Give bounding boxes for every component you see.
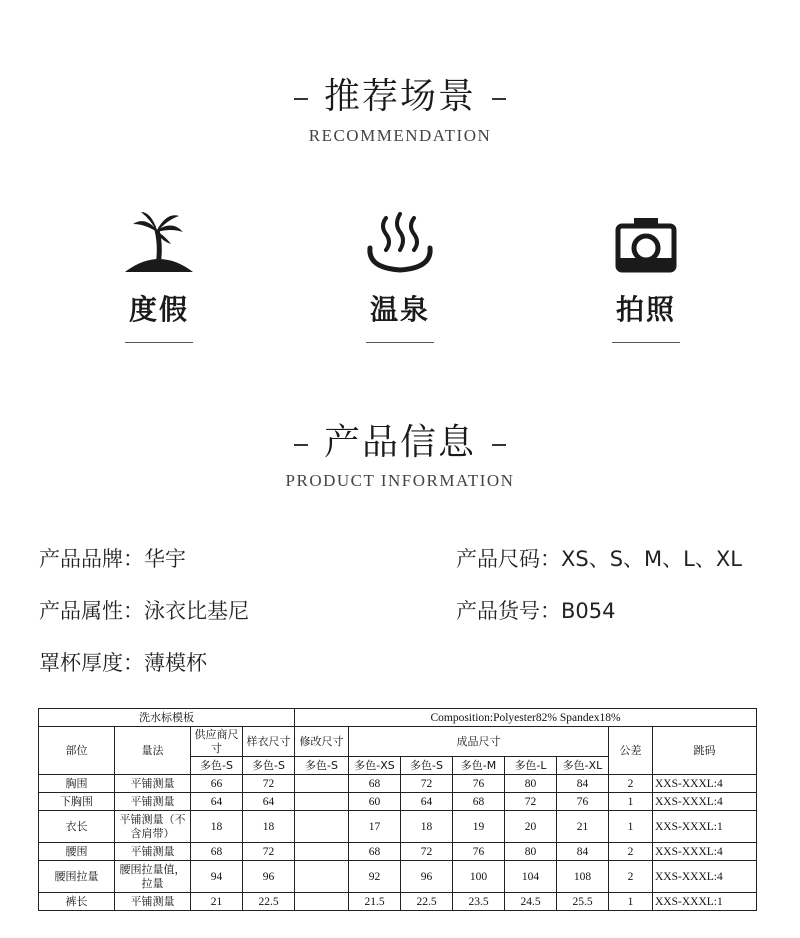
- composition-cell: Composition:Polyester82% Spandex18%: [295, 709, 757, 727]
- row-tolerance: 1: [609, 811, 653, 843]
- row-size: 92: [349, 861, 401, 893]
- row-size: 100: [453, 861, 505, 893]
- row-modified: [295, 861, 349, 893]
- table-row: [39, 893, 757, 911]
- row-size: 104: [505, 861, 557, 893]
- row-supplier: 64: [191, 793, 243, 811]
- row-tolerance: 1: [609, 793, 653, 811]
- camera-icon: [608, 210, 684, 276]
- subheader-size: 多色-S: [401, 757, 453, 775]
- row-size: 20: [505, 811, 557, 843]
- row-size: 80: [505, 843, 557, 861]
- row-method: 平铺测量（不含肩带）: [115, 811, 191, 843]
- row-modified: [295, 811, 349, 843]
- row-size: 21.5: [349, 893, 401, 911]
- table-row: [39, 793, 757, 811]
- row-grading: XXS-XXXL:1: [653, 811, 757, 843]
- row-size: 22.5: [401, 893, 453, 911]
- title-dash-right: [492, 444, 506, 446]
- row-size: 19: [453, 811, 505, 843]
- header-supplier: 供应商尺寸: [191, 727, 243, 757]
- row-method: 腰围拉量值，拉量: [115, 861, 191, 893]
- row-grading: XXS-XXXL:4: [653, 843, 757, 861]
- product-title-text: 产品信息: [323, 422, 476, 463]
- row-supplier: 66: [191, 775, 243, 793]
- row-part: 下胸围: [39, 793, 115, 811]
- scene-underline: [125, 342, 193, 343]
- row-sample: 64: [243, 793, 295, 811]
- row-grading: XXS-XXXL:1: [653, 893, 757, 911]
- row-size: 64: [401, 793, 453, 811]
- scene-hot-spring: [340, 210, 460, 343]
- row-supplier: 68: [191, 843, 243, 861]
- row-method: 平铺测量: [115, 843, 191, 861]
- row-method: 平铺测量: [115, 775, 191, 793]
- row-size: 108: [557, 861, 609, 893]
- row-size: 76: [453, 775, 505, 793]
- row-part: 腰围: [39, 843, 115, 861]
- subheader-size: 多色-XS: [349, 757, 401, 775]
- row-size: 76: [557, 793, 609, 811]
- subheader-supplier: 多色-S: [191, 757, 243, 775]
- scene-label-photo: 拍照: [615, 293, 676, 326]
- product-item-no: 产品货号：B054: [456, 599, 616, 623]
- row-supplier: 94: [191, 861, 243, 893]
- row-size: 76: [453, 843, 505, 861]
- row-tolerance: 2: [609, 843, 653, 861]
- row-size: 68: [349, 843, 401, 861]
- recommendation-title-text: 推荐场景: [323, 76, 476, 117]
- row-grading: XXS-XXXL:4: [653, 861, 757, 893]
- row-size: 68: [453, 793, 505, 811]
- size-table-grid: [38, 708, 757, 911]
- scene-vacation: [99, 210, 219, 343]
- row-size: 23.5: [453, 893, 505, 911]
- recommendation-title: [0, 68, 800, 119]
- product-subtitle: PRODUCT INFORMATION: [285, 471, 515, 490]
- row-size: 80: [505, 775, 557, 793]
- size-table: [38, 708, 757, 911]
- table-row: [39, 811, 757, 843]
- row-part: 衣长: [39, 811, 115, 843]
- title-dash-left: [294, 98, 308, 100]
- row-size: 25.5: [557, 893, 609, 911]
- header-sample: 样衣尺寸: [243, 727, 295, 757]
- header-part: 部位: [39, 727, 115, 775]
- header-finished: 成品尺寸: [349, 727, 609, 757]
- table-row: [39, 861, 757, 893]
- row-size: 24.5: [505, 893, 557, 911]
- row-sample: 72: [243, 775, 295, 793]
- table-row: [39, 775, 757, 793]
- product-title: [0, 414, 800, 465]
- row-sample: 18: [243, 811, 295, 843]
- row-tolerance: 2: [609, 861, 653, 893]
- scene-underline: [366, 342, 434, 343]
- row-size: 84: [557, 775, 609, 793]
- row-size: 21: [557, 811, 609, 843]
- row-sample: 72: [243, 843, 295, 861]
- row-tolerance: 2: [609, 775, 653, 793]
- row-sample: 22.5: [243, 893, 295, 911]
- row-size: 60: [349, 793, 401, 811]
- scene-label-hot-spring: 温泉: [369, 293, 430, 326]
- subheader-size: 多色-M: [453, 757, 505, 775]
- row-modified: [295, 843, 349, 861]
- product-brand: 产品品牌：华宇: [39, 547, 186, 571]
- table-row: [39, 843, 757, 861]
- row-size: 72: [401, 843, 453, 861]
- row-size: 72: [505, 793, 557, 811]
- header-modified: 修改尺寸: [295, 727, 349, 757]
- row-grading: XXS-XXXL:4: [653, 793, 757, 811]
- row-supplier: 18: [191, 811, 243, 843]
- row-modified: [295, 793, 349, 811]
- header-tolerance: 公差: [609, 727, 653, 775]
- row-modified: [295, 775, 349, 793]
- row-modified: [295, 893, 349, 911]
- row-size: 84: [557, 843, 609, 861]
- header-method: 量法: [115, 727, 191, 775]
- row-grading: XXS-XXXL:4: [653, 775, 757, 793]
- row-method: 平铺测量: [115, 793, 191, 811]
- scene-photo: [586, 210, 706, 343]
- row-size: 18: [401, 811, 453, 843]
- row-tolerance: 1: [609, 893, 653, 911]
- palm-island-icon: [121, 210, 197, 276]
- row-part: 胸围: [39, 775, 115, 793]
- product-cup: 罩杯厚度：薄模杯: [39, 651, 207, 675]
- row-size: 17: [349, 811, 401, 843]
- recommendation-subtitle: RECOMMENDATION: [308, 126, 492, 145]
- title-dash-right: [492, 98, 506, 100]
- title-dash-left: [294, 444, 308, 446]
- row-part: 裤长: [39, 893, 115, 911]
- product-attribute: 产品属性：泳衣比基尼: [39, 599, 249, 623]
- subheader-size: 多色-XL: [557, 757, 609, 775]
- row-size: 68: [349, 775, 401, 793]
- subheader-modified: 多色-S: [295, 757, 349, 775]
- subheader-sample: 多色-S: [243, 757, 295, 775]
- row-size: 72: [401, 775, 453, 793]
- scene-underline: [612, 342, 680, 343]
- header-grading: 跳码: [653, 727, 757, 775]
- row-supplier: 21: [191, 893, 243, 911]
- scene-label-vacation: 度假: [128, 293, 189, 326]
- row-size: 96: [401, 861, 453, 893]
- hot-spring-icon: [362, 210, 438, 276]
- wash-label-cell: 洗水标模板: [39, 709, 295, 727]
- product-size: 产品尺码：XS、S、M、L、XL: [456, 547, 742, 571]
- row-method: 平铺测量: [115, 893, 191, 911]
- row-sample: 96: [243, 861, 295, 893]
- row-part: 腰围拉量: [39, 861, 115, 893]
- subheader-size: 多色-L: [505, 757, 557, 775]
